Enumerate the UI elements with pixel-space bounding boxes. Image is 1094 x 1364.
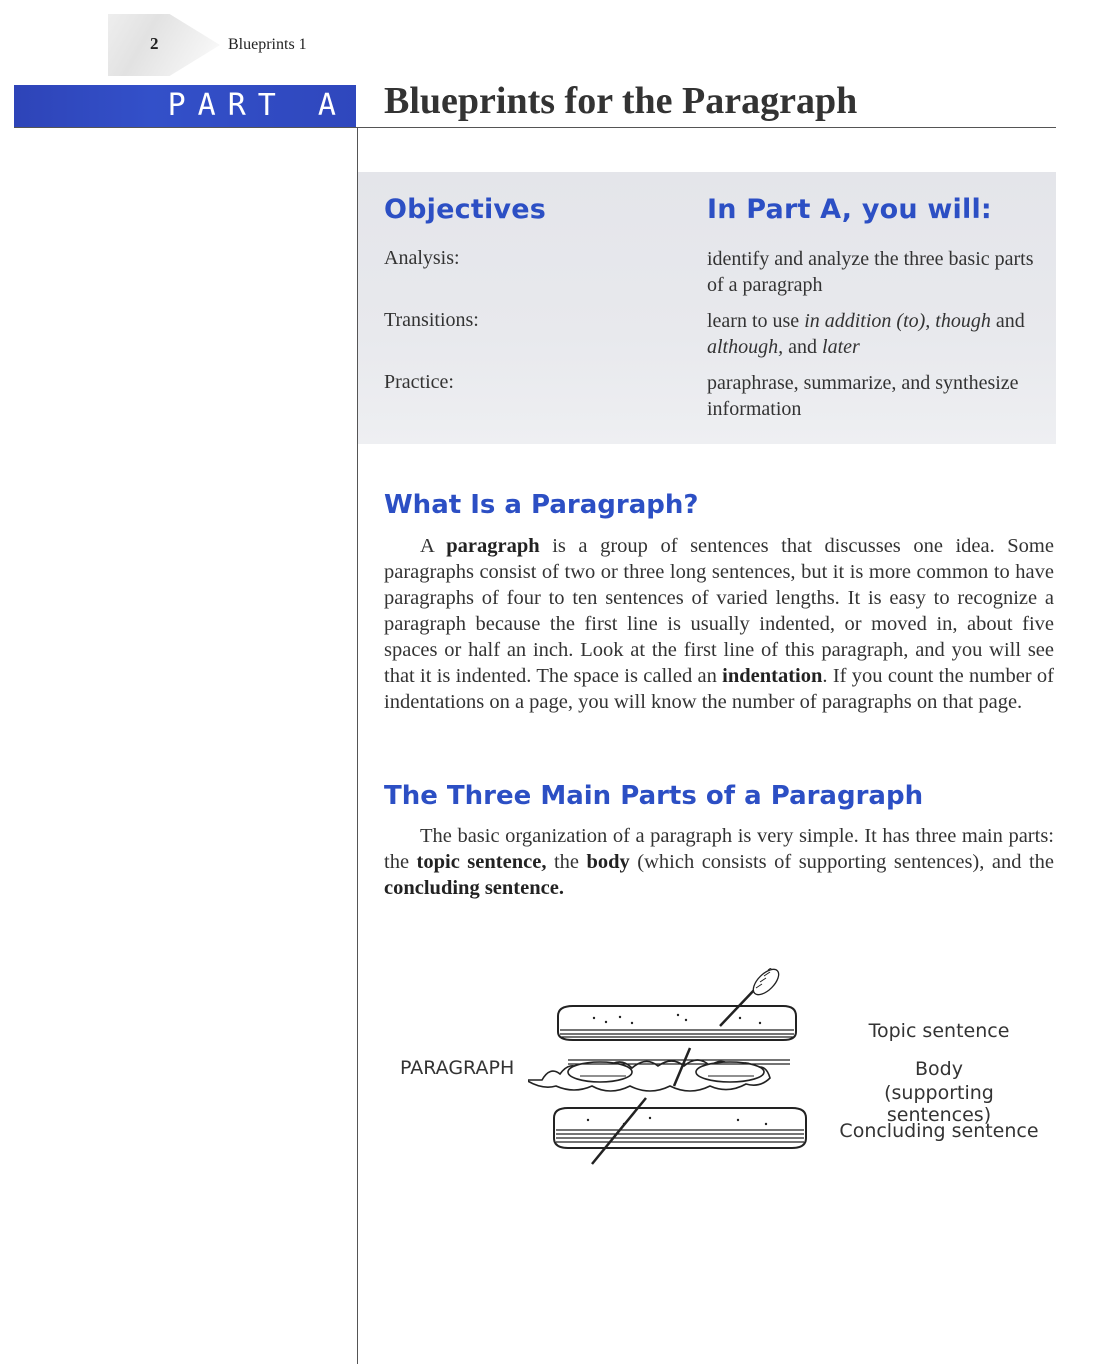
objective-label-analysis: Analysis: xyxy=(384,247,460,269)
section-body-three-parts: The basic organization of a paragraph is very simple. It has three main parts: the topic sentence, the body (which consists of supporting sentences), and the concluding sentence. xyxy=(384,825,1055,899)
objective-text-practice: paraphrase, summarize, and synthesize information xyxy=(707,372,1019,420)
running-title: Blueprints 1 xyxy=(228,36,307,53)
objective-label-transitions: Transitions: xyxy=(384,309,479,331)
diagram-label-concluding: Concluding sentence xyxy=(839,1120,1039,1142)
toothpick-frill xyxy=(749,968,783,999)
objectives-heading: Objectives xyxy=(384,194,546,225)
title-divider xyxy=(14,127,1056,128)
objective-text-analysis: identify and analyze the three basic parts of a paragraph xyxy=(707,248,1034,296)
objective-text-transitions: learn to use in addition (to), though and although, and later xyxy=(707,310,1025,358)
diagram-label-paragraph: PARAGRAPH xyxy=(400,1057,515,1079)
bottom-bread xyxy=(554,1108,806,1148)
sandwich-illustration xyxy=(528,968,828,1168)
part-goals-heading: In Part A, you will: xyxy=(707,194,992,225)
diagram-label-body-sub: (supporting sentences) xyxy=(884,1082,994,1126)
page-corner-tab xyxy=(108,14,220,76)
page-title: Blueprints for the Paragraph xyxy=(384,80,858,122)
page-number: 2 xyxy=(150,34,159,53)
diagram-label-topic: Topic sentence xyxy=(868,1020,1010,1042)
section-heading-what-is-paragraph: What Is a Paragraph? xyxy=(384,490,699,520)
part-label: PART A xyxy=(167,88,348,123)
objectives-box xyxy=(358,172,1056,444)
part-banner xyxy=(14,85,356,127)
section-body-what-is-paragraph: A paragraph is a group of sentences that discusses one idea. Some paragraphs consist of two or three long sentences, but it is more common to have paragraphs of four to ten sentences of varied lengths. It is easy to recognize a paragraph because the first line is usually indented, or moved in, about five spaces or half an inch. Look at the first line of this paragraph, and you will see that it is indented. The space is called an indentation. If you count the number of indentations on a page, you will know the number of paragraphs on that page. xyxy=(384,535,1054,713)
section-heading-three-parts: The Three Main Parts of a Paragraph xyxy=(384,781,924,811)
filling xyxy=(528,1060,790,1091)
diagram-label-body: Body xyxy=(915,1058,963,1080)
objective-label-practice: Practice: xyxy=(384,371,454,393)
